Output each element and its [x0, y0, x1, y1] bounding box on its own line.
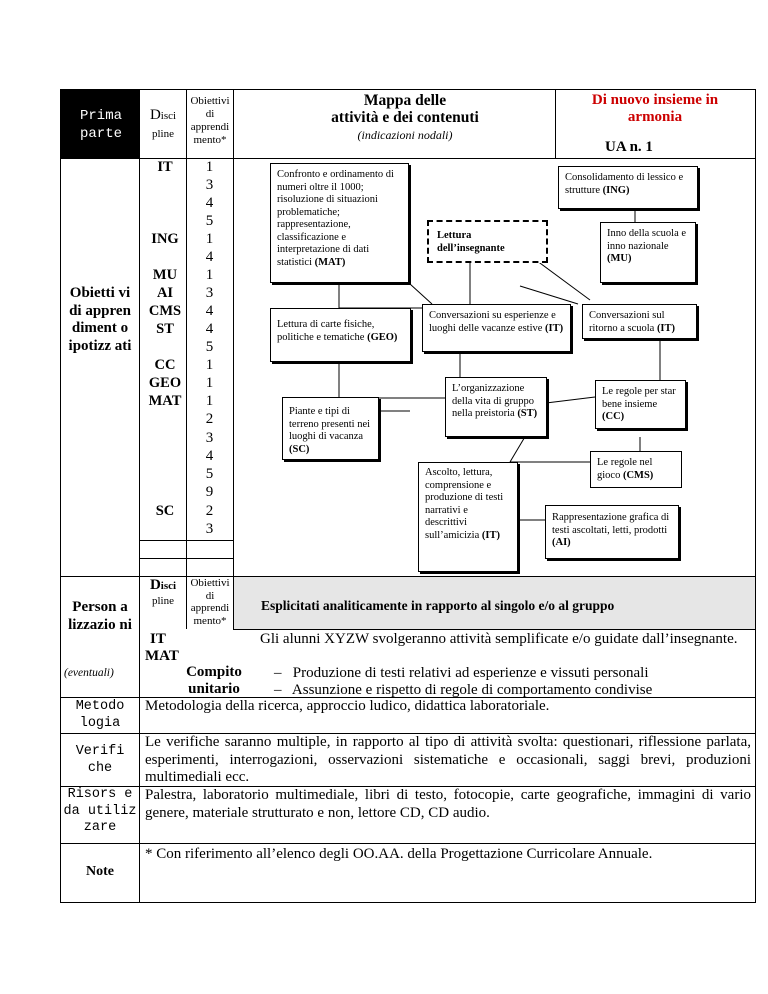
map-box-cms-text: Le regole nel gioco [597, 457, 653, 481]
map-box-mat-text: Confronto e ordinamento di numeri oltre il 1000; risoluzione di situazioni problematiche; rappresentazione, classificazione e interpretazione di dati statistici [277, 169, 394, 268]
map-box-cms-tag: (CMS) [622, 469, 654, 481]
map-box-conv [422, 304, 571, 352]
map-box-mat-tag: (MAT) [314, 256, 346, 268]
person-disc-line2: pline [152, 595, 174, 607]
disc-header [140, 106, 186, 142]
prima-parte-cell [60, 89, 140, 159]
map-box-conv-text: Conversazioni su esperienze e luoghi delle vacanze estive [429, 310, 556, 334]
map-box-mu-tag: (MU) [607, 253, 632, 264]
map-box-ai [545, 505, 679, 559]
subject-it: IT [157, 159, 173, 175]
subject-ai: AI [156, 285, 174, 301]
disc-line2: pline [152, 128, 174, 140]
objective-number: 1 [205, 267, 214, 283]
map-box-geo-tag: (GEO) [367, 331, 398, 343]
objective-number: 5 [205, 213, 214, 229]
subject-mat: MAT [148, 393, 182, 409]
objectives-label: Obietti vi di appren diment o ipotizz ati [68, 285, 132, 354]
map-title-line1: Mappa delle [363, 92, 447, 109]
map-box-cc-tag: (CC) [602, 411, 625, 422]
subject-geo: GEO [148, 375, 182, 391]
objective-number: 5 [205, 466, 214, 482]
person-bullet-1: – Produzione di testi relativi ad esperienze e vissuti personali [274, 665, 649, 681]
map-box-ing [558, 166, 698, 209]
map-box-mu-text: Inno della scuola e inno nazionale [607, 228, 687, 252]
objective-number: 3 [205, 430, 214, 446]
map-box-cms [590, 451, 682, 488]
map-box-ritorno-tag: (IT) [656, 322, 676, 334]
risorse-text: Palestra, laboratorio multimediale, libri di testo, fotocopie, carte geografiche, immagini di vario genere, materiale strutturato e non, lettore CD, CD audio. [145, 787, 751, 821]
map-box-sc-text: Piante e tipi di terreno presenti nei luoghi di vacanza [289, 406, 371, 442]
map-box-lettura [427, 220, 548, 263]
metodo-text: Metodologia della ricerca, approccio ludico, didattica laboratoriale. [145, 698, 550, 714]
disc-small: isci [160, 110, 177, 122]
map-box-ai-text: Rappresentazione grafica di testi ascoltati, letti, prodotti [552, 512, 670, 536]
person-compito: Compito unitario [186, 664, 242, 697]
person-obiettivi-header: Obiettivi di apprendi mento* [190, 577, 230, 627]
person-subj-mat: MAT [145, 648, 179, 664]
objective-number: 5 [205, 339, 214, 355]
objective-number: 4 [205, 249, 214, 265]
metodo-label: Metodo logia [75, 699, 125, 731]
map-box-cc [595, 380, 686, 429]
obiettivi-header: Obiettivi di apprendi mento* [190, 95, 230, 146]
subject-cms: CMS [148, 303, 182, 319]
objective-number: 2 [205, 503, 214, 519]
note-label: Note [86, 864, 114, 879]
map-box-mat [270, 163, 409, 283]
objective-number: 2 [205, 411, 214, 427]
verifiche-label: Verifi che [75, 744, 125, 776]
map-subtitle: (indicazioni nodali) [357, 128, 453, 142]
map-box-ritorno [582, 304, 697, 339]
map-box-st-text: L’organizzazione della vita di gruppo nella preistoria [452, 383, 534, 419]
subject-cc: CC [154, 357, 176, 373]
objective-number: 9 [205, 484, 214, 500]
prima-parte-label: Prima parte [79, 108, 122, 142]
person-label: Person a lizzazio ni [68, 599, 132, 633]
map-box-mu [600, 222, 696, 283]
map-title [300, 92, 510, 126]
person-header: Esplicitati analiticamente in rapporto al singolo e/o al gruppo [261, 598, 615, 613]
map-box-geo-text: Lettura di carte fisiche, politiche e tematiche [277, 319, 375, 343]
person-subj-it: IT [150, 631, 166, 647]
objective-number: 3 [205, 177, 214, 193]
map-box-ritorno-text: Conversazioni sul ritorno a scuola [589, 310, 665, 334]
map-title-line2: attività e dei contenuti [331, 109, 479, 126]
person-disc-header [140, 578, 186, 608]
person-bullet-2: – Assunzione e rispetto di regole di comportamento condivise [274, 682, 653, 698]
map-box-ascolto-text: Ascolto, lettura, comprensione e produzione di testi narrativi e descrittivi sull’amicizia [425, 467, 504, 541]
note-text: * Con riferimento all’elenco degli OO.AA. della Progettazione Curricolare Annuale. [145, 846, 653, 862]
objective-number: 1 [205, 357, 214, 373]
map-box-st [445, 377, 547, 437]
objective-number: 4 [205, 195, 214, 211]
objective-number: 4 [205, 303, 214, 319]
map-box-ascolto-tag: (IT) [481, 529, 500, 541]
map-box-geo [270, 308, 411, 362]
objective-number: 1 [205, 393, 214, 409]
objective-number: 1 [205, 375, 214, 391]
person-eventuali: (eventuali) [64, 667, 114, 679]
ua-label: UA n. 1 [605, 139, 653, 155]
objective-number: 1 [205, 231, 214, 247]
map-box-ai-tag: (AI) [552, 537, 571, 548]
verifiche-text: Le verifiche saranno multiple, in rapporto al tipo di attività svolta: questionari, riflessione parlata, esperimenti, interrogazioni, osservazioni sistematiche e occasionali, saggi brevi, produzioni multimediali ecc. [145, 734, 751, 785]
person-disc-small: isci [160, 580, 177, 592]
objective-number: 4 [205, 321, 214, 337]
map-box-ing-text: Consolidamento di lessico e strutture [565, 172, 684, 196]
map-box-ascolto [418, 462, 518, 572]
subject-ing: ING [151, 231, 179, 247]
map-box-conv-tag: (IT) [545, 322, 564, 334]
unit-title: Di nuovo insieme in armonia [591, 92, 719, 125]
subject-sc: SC [155, 503, 175, 519]
map-box-sc-tag: (SC) [289, 443, 310, 455]
map-box-lettura-text: Lettura dell’insegnante [437, 230, 505, 254]
map-box-cc-text: Le regole per star bene insieme [602, 386, 676, 410]
subject-st: ST [156, 321, 174, 337]
map-box-st-tag: (ST) [517, 408, 538, 419]
person-disc-cap: D [149, 577, 161, 593]
map-box-sc [282, 397, 379, 460]
person-text: Gli alunni XYZW svolgeranno attività semplificate e/o guidate dall’insegnante. [260, 631, 738, 647]
objective-number: 3 [205, 285, 214, 301]
objective-number: 3 [205, 521, 214, 537]
subject-mu: MU [152, 267, 178, 283]
objective-number: 4 [205, 448, 214, 464]
risorse-label: Risors e da utiliz zare [63, 787, 137, 835]
disc-cap: D [149, 107, 161, 123]
objective-number: 1 [205, 159, 214, 175]
map-box-ing-tag: (ING) [602, 184, 630, 196]
